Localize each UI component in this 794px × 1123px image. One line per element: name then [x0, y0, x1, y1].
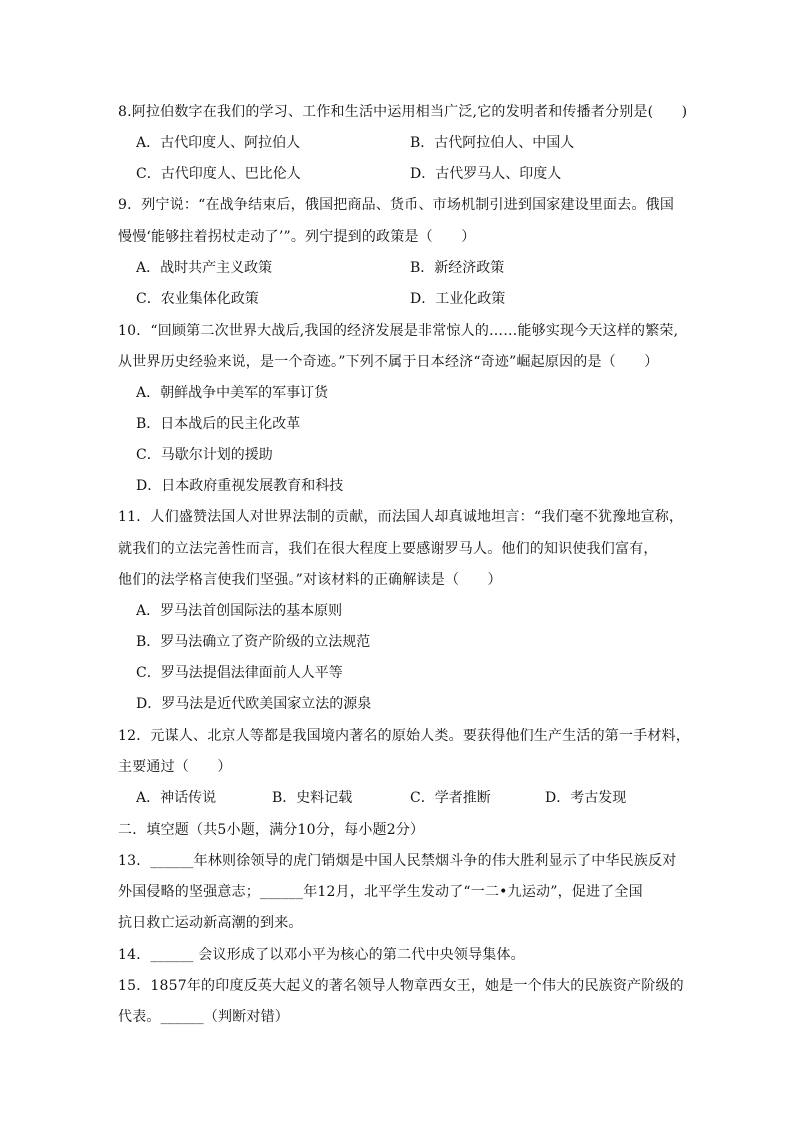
- q12-option-a: A．神话传说: [136, 790, 217, 806]
- q11-option-a: A．罗马法首创国际法的基本原则: [136, 603, 343, 619]
- q13-line3: 抗日救亡运动新高潮的到来。: [118, 915, 303, 931]
- q8-option-c: C．古代印度人、巴比伦人: [136, 166, 301, 182]
- q8-option-b: B．古代阿拉伯人、中国人: [410, 135, 575, 151]
- q11-option-d: D．罗马法是近代欧美国家立法的源泉: [136, 696, 372, 712]
- section-heading-fill-in: 二．填空题（共5小题，满分10分，每小题2分）: [118, 822, 425, 838]
- q12-stem-line2: 主要通过（ ）: [118, 759, 232, 775]
- q9-option-c: C．农业集体化政策: [136, 291, 259, 307]
- q11-stem-line2: 就我们的立法完善性而言，我们在很大程度上要感谢罗马人。他们的知识使我们富有，: [118, 541, 658, 557]
- q15-line1: 15．1857年的印度反英大起义的著名领导人物章西女王，她是一个伟大的民族资产阶级的: [118, 978, 684, 994]
- q10-option-b: B．日本战后的民主化改革: [136, 416, 301, 432]
- q13-line2: 外国侵略的坚强意志；______年12月，北平学生发动了“一二•九运动”，促进了全国: [118, 884, 643, 900]
- q8-option-a: A．古代印度人、阿拉伯人: [136, 135, 301, 151]
- q12-option-c: C．学者推断: [410, 790, 491, 806]
- q9-option-b: B．新经济政策: [410, 260, 505, 276]
- q11-stem-line3: 他们的法学格言使我们坚强。”对该材料的正确解读是（ ）: [118, 572, 502, 588]
- q10-stem-line2: 从世界历史经验来说，是一个奇迹。”下列不属于日本经济“奇迹”崛起原因的是（ ）: [118, 354, 659, 370]
- q9-stem-line1: 9．列宁说：“在战争结束后，俄国把商品、货币、市场机制引进到国家建设里面去。俄国: [118, 197, 675, 213]
- q10-stem-line1: 10．“回顾第二次世界大战后,我国的经济发展是非常惊人的……能够实现今天这样的繁荣,: [118, 323, 679, 339]
- q10-option-d: D．日本政府重视发展教育和科技: [136, 478, 344, 494]
- q12-option-d: D．考古发现: [545, 790, 627, 806]
- q8-stem: 8.阿拉伯数字在我们的学习、工作和生活中运用相当广泛,它的发明者和传播者分别是( ): [118, 104, 688, 120]
- q9-stem-line2: 慢慢‘能够拄着拐杖走动了’”。列宁提到的政策是（ ）: [118, 229, 476, 245]
- q14-line: 14．______ 会议形成了以邓小平为核心的第二代中央领导集体。: [118, 947, 525, 963]
- q13-line1: 13．______年林则徐领导的虎门销烟是中国人民禁烟斗争的伟大胜利显示了中华民族反对: [118, 853, 677, 869]
- q11-option-b: B．罗马法确立了资产阶级的立法规范: [136, 634, 371, 650]
- q10-option-c: C．马歇尔计划的援助: [136, 447, 273, 463]
- q8-option-d: D．古代罗马人、印度人: [410, 166, 562, 182]
- q15-line2: 代表。______（判断对错）: [118, 1009, 289, 1025]
- q9-option-a: A．战时共产主义政策: [136, 260, 273, 276]
- q11-option-c: C．罗马法提倡法律面前人人平等: [136, 665, 343, 681]
- q12-option-b: B．史料记载: [272, 790, 353, 806]
- q11-stem-line1: 11．人们盛赞法国人对世界法制的贡献，而法国人却真诚地坦言：“我们毫不犹豫地宣称，: [118, 509, 684, 525]
- q10-option-a: A．朝鲜战争中美军的军事订货: [136, 385, 329, 401]
- q9-option-d: D．工业化政策: [410, 291, 506, 307]
- q12-stem-line1: 12．元谋人、北京人等都是我国境内著名的原始人类。要获得他们生产生活的第一手材料，: [118, 728, 691, 744]
